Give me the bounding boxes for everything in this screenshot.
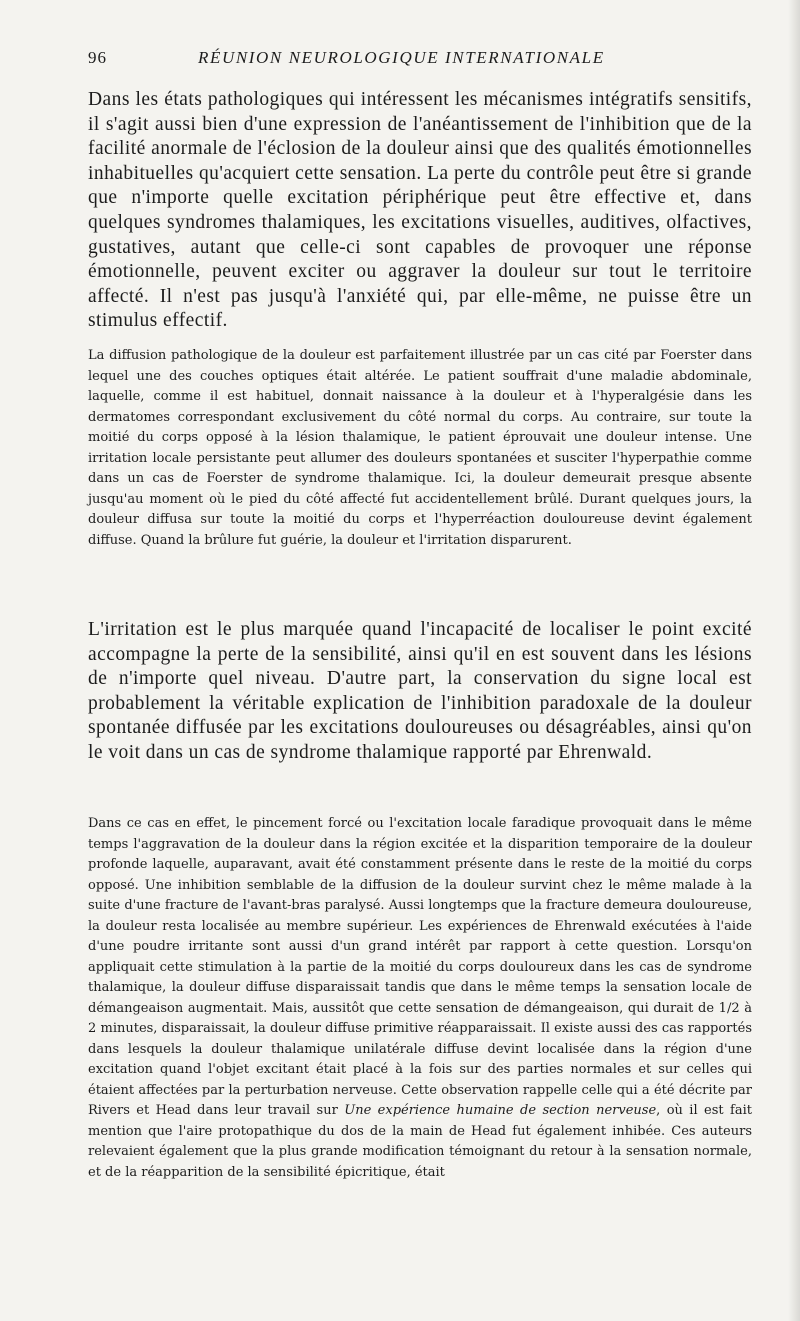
scan-edge-shadow xyxy=(788,0,800,1321)
paragraph-irritation: L'irritation est le plus marquée quand l'incapacité de localiser le point excité accompagne la perte de la sensibilité, ainsi qu'il en est souvent dans les lésions de n'importe quel niveau. D'autre part, la conservation du signe local est probablement la véritable explication de l'inhibition paradoxale de la douleur spontanée diffusée par les excitations douloureuses ou désagréables, ainsi qu'on le voit dans un cas de syndrome thalamique rapporté par Ehrenwald. xyxy=(88,619,752,763)
paragraph-ehrenwald-text-end: , où il est fait mention que l'aire protopathique du dos de la main de Head fut également inhibée. Ces auteurs relevaient également que la plus grande modification témoignant du retour à la sensation normale, et de la réapparition de la sensibilité épicritique, était xyxy=(88,1103,752,1180)
page-header xyxy=(88,48,750,74)
page-number: 96 xyxy=(88,48,107,67)
paragraph-ehrenwald-case xyxy=(88,814,752,1183)
running-title: RÉUNION NEUROLOGIQUE INTERNATIONALE xyxy=(198,48,605,67)
paragraph-ehrenwald-text-start: Dans ce cas en effet, le pincement forcé ou l'excitation locale faradique provoquait dans le même temps l'aggravation de la douleur dans la région excitée et la disparition temporaire de la douleur profonde laquelle, auparavant, avait été constamment présente dans le reste de la moitié du corps opposé. Une inhibition semblable de la diffusion de la douleur survint chez le même malade à la suite d'une fracture de l'avant-bras paralysé. Aussi longtemps que la fracture demeura douloureuse, la douleur resta localisée au membre supérieur. Les expériences de Ehrenwald exécutées à l'aide d'une poudre irritante sont aussi d'un grand intérêt par rapport à cette question. Lorsqu'on appliquait cette stimulation à la partie de la moitié du corps douloureux dans les cas de syndrome thalamique, la douleur diffuse disparaissait tandis que dans le même temps la sensation locale de démangeaison augmentait. Mais, aussitôt que cette sensation de démangeaison, qui durait de 1/2 à 2 minutes, disparaissait, la douleur diffuse primitive réapparaissait. Il existe aussi des cas rapportés dans lesquels la douleur thalamique unilatérale diffuse devint localisée dans la région d'une excitation quand l'objet excitant était placé à la fois sur des parties normales et sur celles qui étaient affectées par la perturbation nerveuse. Cette observation rappelle celle qui a été décrite par Rivers et Head dans leur travail sur xyxy=(88,816,752,1118)
paragraph-intro: Dans les états pathologiques qui intéressent les mécanismes intégratifs sensitifs, il s'agit aussi bien d'une expression de l'anéantissement de l'inhibition que de la facilité anormale de l'éclosion de la douleur ainsi que des qualités émotionnelles inhabituelles qu'acquiert cette sensation. La perte du contrôle peut être si grande que n'importe quelle excitation périphérique peut être effective et, dans quelques syndromes thalamiques, les excitations visuelles, auditives, olfactives, gustatives, autant que celle-ci sont capables de provoquer une réponse émotionnelle, peuvent exciter ou aggraver la douleur sur tout le territoire affecté. Il n'est pas jusqu'à l'anxiété qui, par elle-même, ne puisse être un stimulus effectif. xyxy=(88,89,752,332)
paragraph-foerster-case: La diffusion pathologique de la douleur est parfaitement illustrée par un cas cité par Foerster dans lequel une des couches optiques était altérée. Le patient souffrait d'une maladie abdominale, laquelle, comme il est habituel, donnait naissance à la douleur et à l'hyperalgésie dans les dermatomes correspondant exclusivement du côté normal du corps. Au contraire, sur toute la moitié du corps opposé à la lésion thalamique, le patient éprouvait une douleur intense. Une irritation locale persistante peut allumer des douleurs spontanées et susciter l'hyperpathie comme dans un cas de Foerster de syndrome thalamique. Ici, la douleur demeurait presque absente jusqu'au moment où le pied du côté affecté fut accidentellement brûlé. Durant quelques jours, la douleur diffusa sur toute la moitié du corps et l'hyperréaction douloureuse devint également diffuse. Quand la brûlure fut guérie, la douleur et l'irritation disparurent. xyxy=(88,348,752,548)
book-title: Une expérience humaine de section nerveuse xyxy=(344,1103,657,1118)
